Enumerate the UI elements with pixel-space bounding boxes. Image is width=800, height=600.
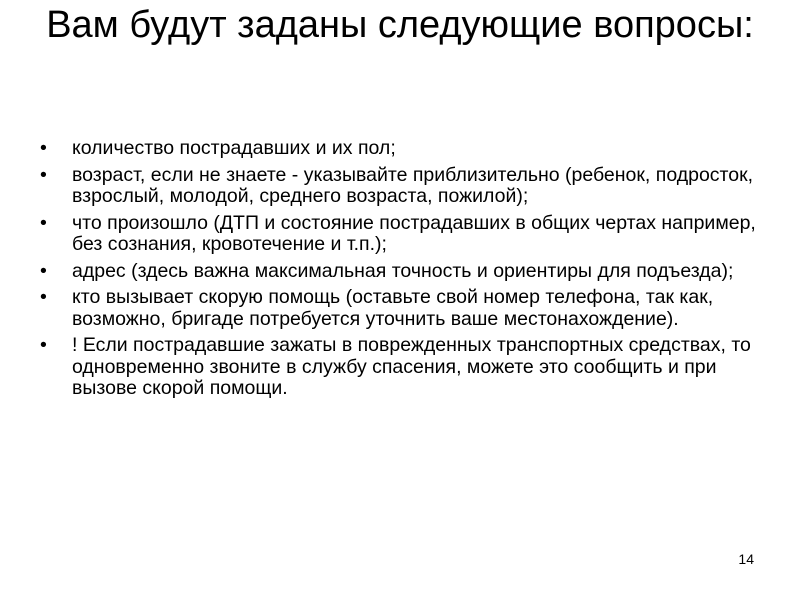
bullet-marker-icon: • bbox=[40, 286, 47, 308]
bullet-marker-icon: • bbox=[40, 211, 47, 234]
bullet-list bbox=[40, 138, 770, 405]
page-number: 14 bbox=[738, 551, 754, 567]
bullet-text: ! Если пострадавшие зажаты в поврежденных транспортных средствах, то одновременно звоните в службу спасения, можете это сообщить и при вызове скорой помощи. bbox=[72, 334, 751, 399]
bullet-marker-icon: • bbox=[40, 334, 47, 356]
bullet-marker-icon: • bbox=[40, 137, 47, 159]
bullet-item-what-happened bbox=[40, 213, 770, 256]
bullet-item-caller bbox=[40, 287, 770, 330]
bullet-item-address bbox=[40, 261, 770, 283]
bullet-text: адрес (здесь важна максимальная точность и ориентиры для подъезда); bbox=[72, 259, 734, 282]
bullet-item-age bbox=[40, 165, 770, 208]
bullet-text: что произошло (ДТП и состояние пострадавших в общих чертах например, без сознания, кровотечение и т.п.); bbox=[72, 211, 756, 255]
bullet-marker-icon: • bbox=[40, 163, 47, 186]
bullet-item-trapped-warning bbox=[40, 335, 770, 400]
slide-title: Вам будут заданы следующие вопросы: bbox=[46, 4, 754, 46]
bullet-item-count bbox=[40, 138, 770, 160]
bullet-marker-icon: • bbox=[40, 259, 47, 282]
bullet-text: возраст, если не знаете - указывайте приблизительно (ребенок, подросток, взрослый, молодой, среднего возраста, пожилой); bbox=[72, 163, 754, 207]
bullet-text: количество пострадавших и их пол; bbox=[72, 137, 396, 159]
bullet-text: кто вызывает скорую помощь (оставьте свой номер телефона, так как, возможно, бригаде потребуется уточнить ваше местонахождение). bbox=[72, 286, 714, 330]
